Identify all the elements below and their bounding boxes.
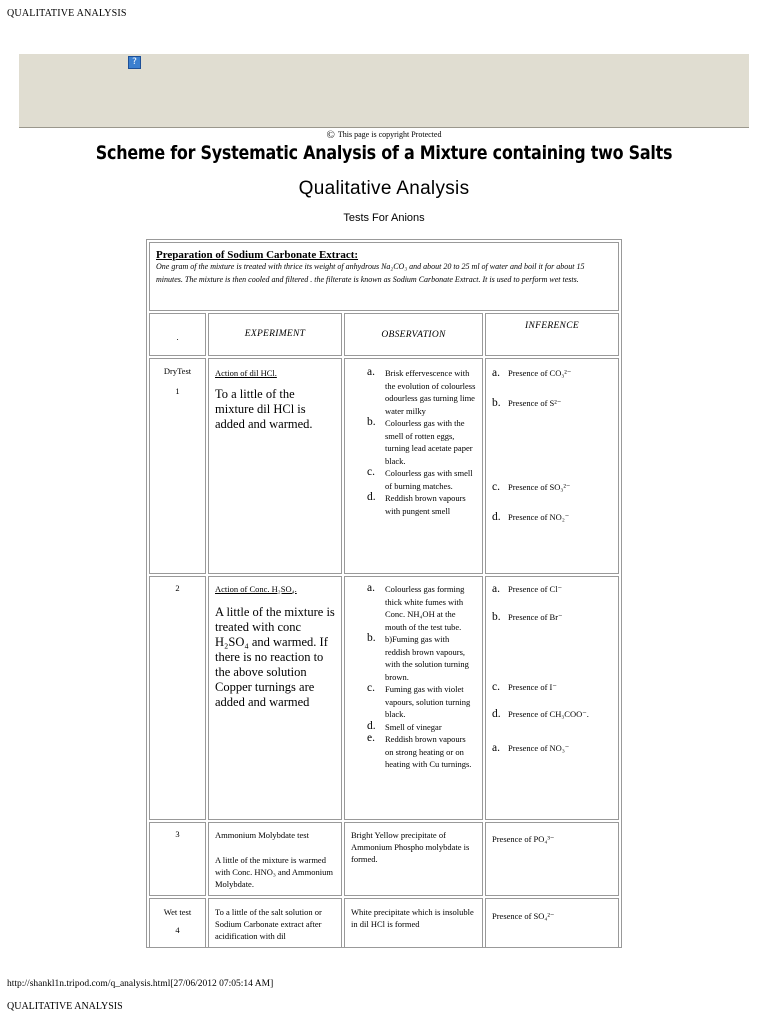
row4-observation: White precipitate which is insoluble in dil HCl is formed — [344, 898, 483, 948]
observation-item: d. Reddish brown vapours with pungent smell — [367, 491, 466, 516]
row3-observation: Bright Yellow precipitate of Ammonium Phospho molybdate is formed. — [344, 822, 483, 896]
inference-item: a. Presence of NO₃⁻ — [492, 742, 570, 754]
row1-inference — [485, 358, 619, 574]
row1-observation — [344, 358, 483, 574]
observation-item: c. Fuming gas with violet vapours, solution turning black. — [367, 682, 471, 719]
inference-item: a. Presence of Cl⁻ — [492, 583, 563, 595]
row2-test-cell: 2 — [149, 576, 206, 820]
analysis-table — [146, 239, 622, 948]
row1-test-cell: DryTest 1 — [149, 358, 206, 574]
header-blank: . — [149, 313, 206, 356]
page-header: QUALITATIVE ANALYSIS — [7, 8, 127, 19]
inference-item: b. Presence of Br⁻ — [492, 611, 563, 623]
page-title: Scheme for Systematic Analysis of a Mixture containing two Salts — [95, 142, 673, 164]
prep-cell — [149, 242, 619, 311]
copyright-text: This page is copyright Protected — [337, 130, 442, 139]
inference-item: a. Presence of CO₃²⁻ — [492, 367, 572, 379]
copyright-icon: © — [326, 129, 335, 141]
banner — [19, 54, 749, 128]
observation-item: d. Smell of vinegar — [367, 719, 442, 732]
header-inference: INFERENCE — [485, 313, 619, 356]
observation-item: a. Brisk effervescence with the evolution of colourless odourless gas turning lime water milky — [367, 366, 476, 416]
prep-title: Preparation of Sodium Carbonate Extract: — [156, 249, 359, 261]
observation-item: a. Colourless gas forming thick white fumes with Conc. NH₄OH at the mouth of the test tube. — [367, 582, 465, 632]
inference-item: d. Presence of NO₂⁻ — [492, 511, 570, 523]
observation-item: c. Colourless gas with smell of burning matches. — [367, 466, 473, 491]
footer-title: QUALITATIVE ANALYSIS — [7, 1001, 123, 1012]
footer-url[interactable]: http://shankl1n.tripod.com/q_analysis.html[27/06/2012 07:05:14 AM] — [7, 979, 274, 989]
row3-test-cell: 3 — [149, 822, 206, 896]
observation-item: e. Reddish brown vapours on strong heating or on heating with Cu turnings. — [367, 732, 472, 769]
row4-test-cell: Wet test 4 — [149, 898, 206, 948]
broken-image-icon[interactable]: ? — [128, 56, 141, 69]
inference-item: d. Presence of CH₃COO⁻. — [492, 708, 589, 720]
row3-inference: Presence of PO₄³⁻ — [485, 822, 619, 896]
copyright-notice — [0, 129, 768, 141]
observation-item: b. Colourless gas with the smell of rotten eggs, turning lead acetate paper black. — [367, 416, 473, 466]
observation-item: b. b)Fuming gas with reddish brown vapours, with the solution turning brown. — [367, 632, 469, 682]
row2-observation — [344, 576, 483, 820]
prep-text: One gram of the mixture is treated with thrice its weight of anhydrous Na₂CO₃ and about 20 to 25 ml of water and boil it for about 15 minutes. The mixture is then cooled and filtered . the filterate is known as Sodium Carbonate Extract. It is used to perform wet tests. — [156, 262, 585, 284]
header-experiment: EXPERIMENT — [208, 313, 342, 356]
row3-experiment: Ammonium Molybdate test A little of the mixture is warmed with Conc. HNO₃ and Ammonium Molybdate. — [208, 822, 342, 896]
row4-inference: Presence of SO₄²⁻ — [485, 898, 619, 948]
row4-experiment: To a little of the salt solution or Sodium Carbonate extract after acidification with dil — [208, 898, 342, 948]
row2-inference — [485, 576, 619, 820]
row1-experiment: Action of dil HCl. To a little of the mixture dil HCl is added and warmed. — [208, 358, 342, 574]
header-observation: OBSERVATION — [344, 313, 483, 356]
inference-item: c. Presence of SO₃²⁻ — [492, 481, 571, 493]
section-title: Tests For Anions — [343, 212, 425, 224]
inference-item: c. Presence of I⁻ — [492, 681, 557, 693]
inference-item: b. Presence of S²⁻ — [492, 397, 562, 409]
page-subtitle: Qualitative Analysis — [298, 178, 470, 199]
row2-experiment: Action of Conc. H₂SO₄. A little of the mixture is treated with conc H₂SO₄ and warmed. If there is no reaction to the above solution Copper turnings are added and warmed — [208, 576, 342, 820]
